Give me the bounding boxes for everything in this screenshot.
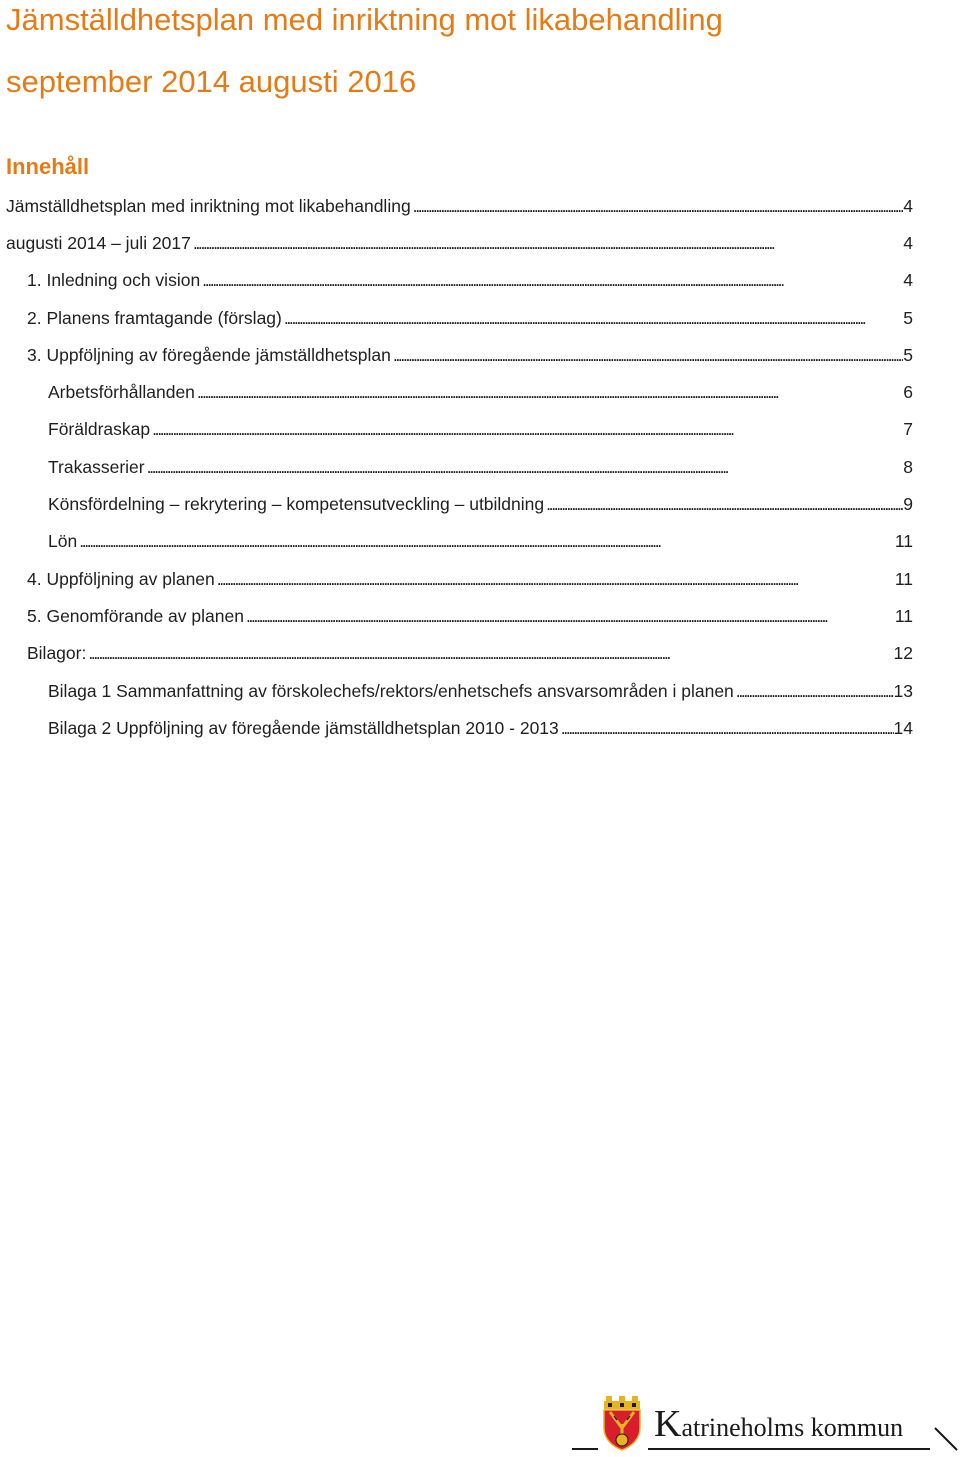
toc-page-number: 5	[903, 307, 913, 328]
toc-entry-title: Bilaga 1 Sammanfattning av förskolechefs/rektors/enhetschefs ansvarsområden i planen	[48, 680, 734, 701]
toc-entry-title: 1. Inledning och vision	[27, 270, 201, 291]
toc-entry-title: 5. Genomförande av planen	[27, 605, 244, 626]
logo-rule-underline	[648, 1448, 930, 1450]
toc-entry-title: Bilagor:	[27, 643, 87, 664]
toc-entry[interactable]	[0, 262, 913, 299]
toc-entry-title: Föräldraskap	[48, 419, 151, 440]
logo-name-rest: atrineholms kommun	[681, 1413, 904, 1442]
toc-entry-title: Könsfördelning – rekrytering – kompetensutveckling – utbildning	[48, 494, 545, 515]
toc-entry-title: 3. Uppföljning av föregående jämställdhetsplan	[27, 344, 391, 365]
toc-entry[interactable]	[0, 411, 913, 448]
toc-dot-leader	[191, 232, 903, 254]
toc-dot-leader	[559, 717, 894, 739]
toc-dot-leader	[77, 530, 895, 552]
toc-page-number: 13	[893, 680, 913, 701]
toc-dot-leader	[244, 605, 895, 627]
toc-entry-title: Jämställdhetsplan med inriktning mot likabehandling	[6, 195, 411, 216]
coat-of-arms-icon	[600, 1394, 644, 1452]
toc-page-number: 8	[903, 456, 913, 477]
toc-dot-leader	[215, 568, 895, 590]
toc-entry[interactable]	[0, 224, 913, 261]
toc-dot-leader	[150, 418, 903, 440]
logo-rule-left	[572, 1448, 598, 1450]
toc-page-number: 11	[894, 568, 913, 589]
toc-dot-leader	[145, 456, 904, 478]
toc-page-number: 5	[903, 344, 913, 365]
document-title: Jämställdhetsplan med inriktning mot likabehandling	[6, 2, 723, 37]
toc-page-number: 12	[893, 643, 913, 664]
toc-entry-title: 2. Planens framtagande (förslag)	[27, 307, 282, 328]
toc-entry-title: Arbetsförhållanden	[48, 382, 195, 403]
toc-page-number: 11	[894, 605, 913, 626]
logo-initial: K	[654, 1403, 682, 1445]
toc-entry[interactable]	[0, 560, 913, 597]
toc-dot-leader	[391, 344, 903, 366]
toc-entry[interactable]	[0, 485, 913, 522]
toc-entry-title: augusti 2014 – juli 2017	[6, 232, 191, 253]
toc-dot-leader	[411, 195, 904, 217]
toc-dot-leader	[200, 269, 903, 291]
table-of-contents	[0, 187, 960, 746]
toc-page-number: 11	[894, 531, 913, 552]
toc-page-number: 4	[903, 232, 913, 253]
toc-link[interactable]	[27, 269, 913, 291]
toc-entry[interactable]	[0, 336, 913, 373]
toc-link[interactable]	[6, 195, 913, 217]
toc-link[interactable]	[27, 568, 913, 590]
logo-slash-icon	[933, 1426, 959, 1452]
toc-entry-title: Bilaga 2 Uppföljning av föregående jämställdhetsplan 2010 - 2013	[48, 717, 559, 738]
toc-entry[interactable]	[0, 597, 913, 634]
toc-link[interactable]	[48, 530, 913, 552]
toc-dot-leader	[544, 493, 903, 515]
toc-page-number: 6	[903, 382, 913, 403]
toc-link[interactable]	[27, 605, 913, 627]
toc-dot-leader	[195, 381, 903, 403]
toc-entry[interactable]	[0, 635, 913, 672]
toc-link[interactable]	[6, 232, 913, 254]
toc-entry[interactable]	[0, 709, 913, 746]
toc-page-number: 14	[893, 717, 913, 738]
toc-heading: Innehåll	[6, 154, 90, 179]
toc-entry[interactable]	[0, 448, 913, 485]
toc-link[interactable]	[27, 307, 913, 329]
municipality-name	[654, 1403, 904, 1445]
toc-page-number: 7	[903, 419, 913, 440]
toc-entry-title: 4. Uppföljning av planen	[27, 568, 215, 589]
toc-link[interactable]	[27, 642, 913, 664]
toc-link[interactable]	[48, 456, 913, 478]
toc-entry[interactable]	[0, 672, 913, 709]
toc-link[interactable]	[48, 381, 913, 403]
toc-entry[interactable]	[0, 299, 913, 336]
toc-entry[interactable]	[0, 373, 913, 410]
toc-entry-title: Lön	[48, 531, 78, 552]
toc-link[interactable]	[48, 680, 913, 702]
toc-page-number: 4	[903, 195, 913, 216]
municipality-logo	[570, 1394, 960, 1454]
toc-entry-title: Trakasserier	[48, 456, 145, 477]
toc-entry[interactable]	[0, 523, 913, 560]
toc-page-number: 4	[903, 270, 913, 291]
toc-link[interactable]	[48, 493, 913, 515]
toc-link[interactable]	[48, 418, 913, 440]
toc-link[interactable]	[27, 344, 913, 366]
toc-page-number: 9	[903, 494, 913, 515]
toc-entry[interactable]	[0, 187, 913, 224]
toc-link[interactable]	[48, 717, 913, 739]
toc-dot-leader	[282, 307, 903, 329]
document-subtitle: september 2014 augusti 2016	[6, 64, 417, 99]
toc-dot-leader	[86, 642, 893, 664]
toc-dot-leader	[734, 680, 894, 702]
